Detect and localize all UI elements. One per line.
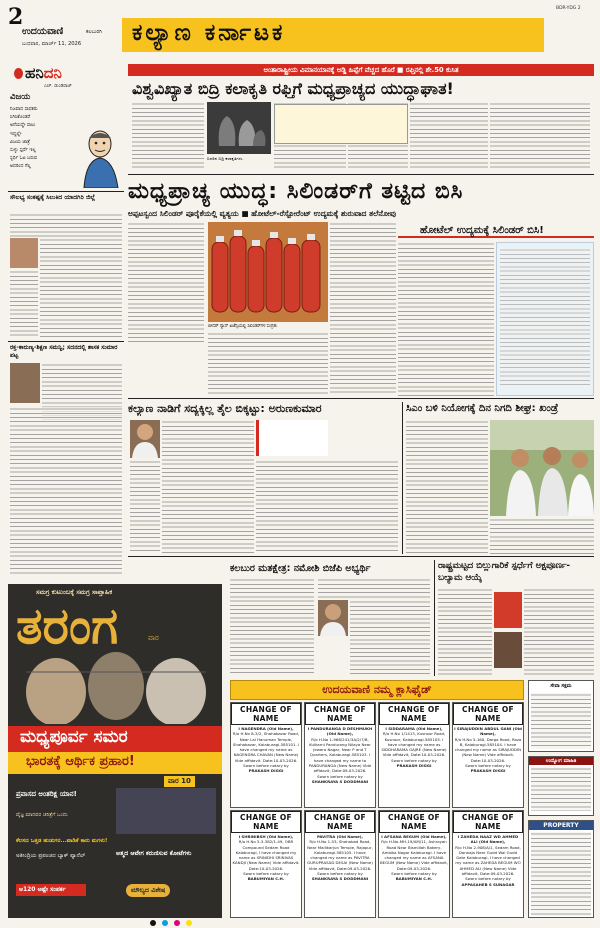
honey-poem — [10, 106, 80, 172]
ad-body: R/o H.No 8-3/2, Shahabazar Road, Near Lal Hanuman Temple, Shahabazar, Kalaburagi-585101. I have changed my name as NAGENDRA CHAVAN (New Name) Vide affidavit. Date:10-03-2026. — [232, 731, 300, 763]
classified-ad — [378, 810, 450, 918]
left-column — [8, 62, 124, 580]
ad-name: PAVITRA (Old Name), — [316, 834, 364, 839]
ad-body: R/o H.No-MH-19/AM/11, Ashrayan Road Near Bismillah Bakery, Ambika Nagar Kalaburagi. I have changed my name as AFSANA BEGUM (New Name) Vide affidavit, Date:09-03-2026. — [380, 839, 448, 871]
classified-ad — [230, 810, 302, 918]
taranga-band-2-text: ಭಾರತಕ್ಕೆ ಆರ್ಥಿಕ ಪ್ರಹಾರ! — [26, 754, 135, 769]
taranga-band-1-text: ಮಧ್ಯಪೂರ್ವ ಸಮರ — [20, 727, 128, 747]
taranga-faces — [16, 652, 216, 724]
ad-notary: SHANKRAYA S DODDMANI — [311, 876, 369, 882]
mla-photo — [10, 363, 40, 403]
ad-body: R/o H.No 1-968/241/3A/2/7/B, Kulkarni Pandurang Nilaya Near Jewera Nagar, Near P and T Quarters, Kalaburagi-585103. I have changed my name to PANDURANGA (New Name) Vide affidavit, Date:09-03-2026. — [308, 736, 372, 774]
reg-mark — [162, 920, 168, 926]
poem-line: ಇದ್ದಲ್ಲೇ — [10, 131, 22, 137]
ad-sworn: Sworn before notary by — [391, 871, 437, 877]
reg-mark — [150, 920, 156, 926]
ad-sworn: Sworn before notary by — [465, 876, 511, 882]
taranga-logo: ತರಂಗ — [16, 596, 119, 655]
classified-ad — [230, 702, 302, 808]
ad-name: I AFSANA BEGUM (Old Name), — [381, 834, 447, 839]
headline-oil: ಕಲ್ಯಾಣ ನಾಡಿಗೆ ಸದ್ಯಕ್ಕಿಲ್ಲ ತೈಲ ಬಿಕ್ಕಟ್ಟು: ಅರುಣಕುಮಾರ — [128, 402, 322, 415]
ad-notary: PRAKASH DIGGI — [470, 768, 506, 774]
taranga-teaser-2: ಆತ್ಮದ ಆವೇಗ ಕರುಣಿಸುವ ಕೋಟೆಗಳು — [116, 850, 192, 857]
reg-mark — [186, 920, 192, 926]
bidri-quote-box — [274, 104, 408, 144]
taranga-teaser-3: ಕೆಲಸದ ಒತ್ತಡ ಹುಡುಗರ...ವಾಡಿಕೆ ಕಾರು ಮಗಳು! — [16, 838, 108, 844]
top-banner-text: ಅಂತಾರಾಷ್ಟ್ರೀಯ ವಿಮಾನಯಾನಕ್ಕೆ ಅಡ್ಡಿ ಹಿಪ್ಪೆಗೆ ವೆಚ್ಚದ ಹೊರೆ ■ ರಫ್ತಿನಲ್ಲಿ ಶೇ.50 ಕುಸಿತ — [263, 66, 459, 74]
classified-banner-text: ಉದಯವಾಣಿ ನಮ್ಮ ಕ್ಲಾಸಿಫೈಡ್ — [322, 683, 432, 696]
classified-ad-heading: CHANGE OF NAME — [453, 703, 523, 725]
section-title: ಕಲ್ಯಾಣ ಕರ್ನಾಟಕ — [132, 20, 286, 46]
oil-quote — [256, 420, 328, 456]
right-ad-3 — [528, 820, 594, 918]
cylinder-photo — [208, 222, 328, 322]
ad-notary: APPASAHEB S SUNAGAR — [461, 881, 515, 887]
athlete-photo-2 — [494, 632, 522, 668]
classified-ad-heading: CHANGE OF NAME — [231, 703, 301, 725]
right-ad-2 — [528, 756, 594, 816]
bjp-candidate-photo — [318, 600, 348, 636]
taranga-kicker: ಸಮಗ್ರ ಕುಟುಂಬಕ್ಕೆ ಸಮಗ್ರ ಸಾಪ್ತಾಹಿಕ — [36, 588, 113, 596]
reporter-photo — [10, 238, 38, 268]
honey-brand-a: ಹನಿ — [25, 64, 44, 82]
ad-name: I NAGENDRA (Old Name), — [238, 726, 294, 731]
ad-body: R/o H.No 2-908/A/1, Sedam Road, Darwaja Near Gudd Wal Gudd Gate Kalaburagi, I have changed my name as ZAHEDA BEGUM WO AHMED ALI (New Name) Vide affidavit, Date:09-03-2026. — [455, 844, 521, 877]
ad-notary: SHANKRAYA S DODDMANI — [311, 778, 369, 784]
date-line: ಬುಧವಾರ, ಮಾರ್ಚ್ 11, 2026 — [22, 41, 82, 47]
edition: ಕಲಬುರಗಿ — [86, 29, 102, 35]
ad-name: I SIRAJUDDIN ABDUL GANI (Old Name), — [454, 726, 522, 737]
registration-marks — [150, 920, 450, 926]
classified-ad-heading: CHANGE OF NAME — [305, 703, 375, 725]
ad-sworn: Sworn before notary by — [317, 871, 363, 877]
ad-sworn: Sworn before notary by — [317, 773, 363, 779]
classified-ad-heading: CHANGE OF NAME — [453, 811, 523, 833]
edition-code: BDR-YDG 2 — [556, 6, 581, 11]
ad-sworn: Sworn before notary by — [243, 763, 289, 769]
cm-photo — [490, 420, 594, 516]
headline-sports: ರಾಷ್ಟ್ರಮಟ್ಟದ ಬಿಲ್ಲುಗಾರಿಕೆ ಸ್ಪರ್ಧೆಗೆ ಅಕ್ಷಪೂರ್ಣ-ಬಲ್ಯಾಮ ಆಯ್ಕೆ — [438, 561, 571, 583]
right-ad-1-title: ಸೇವಾ ಸಕ್ಷಮ — [550, 683, 572, 689]
page-number: 2 — [8, 4, 24, 30]
honey-brand — [14, 64, 62, 82]
subhead-main: ಅಪ್ಪಟಸ್ವಂದ ಸಿಲಿಂಡರ್ ಪೂರೈಕೆಯಲ್ಲಿ ವ್ಯತ್ಯಯ ■ ಹೋಟೆಲ್-ರೆಸ್ಟೋರೆಂಟ್ ಉದ್ಯಮಕ್ಕೆ ಶುರುವಾದ ತಲೆನೋವು — [128, 209, 397, 218]
classified-banner — [230, 680, 524, 700]
taranga-pill: ಮೌಲ್ಯದ ವಿಶೇಷ — [126, 884, 170, 897]
right-ad-2-title: ಉದ್ಯೋಗ ಮಾಹಿತಿ — [529, 757, 593, 765]
masthead — [8, 4, 593, 60]
ad-name: I SIDDARAMA (Old Name), — [385, 726, 443, 731]
honey-brand-b: ದನಿ — [43, 64, 62, 82]
left-headline-2: ರಕ್ತ-ಕಾರುಣ್ಯ-ಶಿಕ್ಷಣ ಸಮನ್ವಿ; ಸದನದಲ್ಲಿ ಶಾಸಕ ಸುಮಾರ ಪಟ್ಟ — [10, 344, 118, 359]
honey-author: ಎಚ್. ಡುಂಡಿರಾಜ್ — [44, 84, 72, 89]
honey-icon — [14, 68, 23, 79]
ad-sworn: Sworn before notary by — [243, 871, 289, 877]
classified-ad-heading: CHANGE OF NAME — [379, 811, 449, 833]
classified-ad-heading: CHANGE OF NAME — [231, 811, 301, 833]
poem-line: ಸುಳ್ಳು ಸ್ಪರ್ಧೆ ಇಲ್ಲ — [10, 148, 36, 154]
ad-sworn: Sworn before notary by — [465, 763, 511, 769]
right-ad-1 — [528, 680, 594, 752]
oil-minister-photo — [130, 420, 160, 458]
classified-ad-heading: CHANGE OF NAME — [305, 811, 375, 833]
taranga-sub: ವಾರ — [148, 634, 159, 642]
ad-name: I ZAHEDA NAAZ WD AHMED ALI (Old Name), — [457, 834, 519, 845]
ad-name: I PANDURANGA D DESHMUKH (Old Name), — [307, 726, 373, 737]
taranga-teaser-1: ಪ್ರವಾಸದ ಅಂತರಿಕ್ಷ ಯಾನ! — [16, 790, 77, 798]
ad-body: R/o H.No 1/1413, Kusnoor Road, Kusnoor, Kalaburagi-585103. I have changed my name as SIDDHARAMA GAJRE (New Name) Vide affidavit, Date:10-03-2026. — [381, 731, 447, 758]
left-headline-1: ಸೌಲಭ್ಯ ಸಂಕಷ್ಟಕ್ಕೆ ಸಿಲುಕಿದ ಯಾದಗಿರಿ ಜಿಲ್ಲೆ — [10, 194, 96, 201]
taranga-teaser-1b: ವೈಜ್ಞ ಮಾನವರ ಚರಿತ್ರೆಗೆ ಒಂದು — [16, 812, 68, 818]
taranga-issue: ವಾರ 10 — [164, 776, 195, 787]
headline-main: ಮಧ್ಯಪ್ರಾಚ್ಯ ಯುದ್ಧ: ಸಿಲಿಂಡರ್‌ಗೆ ತಟ್ಟಿದ ಬಿಸಿ — [128, 179, 464, 204]
classified-ad-heading: CHANGE OF NAME — [379, 703, 449, 725]
ad-notary: BABUMIYAN C.H. — [247, 876, 285, 882]
hotel-headline: ಹೋಟೆಲ್ ಉದ್ಯಮಕ್ಕೆ ಸಿಲಿಂಡರ್ ಬಿಸಿ! — [420, 225, 544, 236]
classified-grid — [230, 702, 524, 918]
ad-notary: PRAKASH DIGGI — [396, 763, 432, 769]
classified-ad — [304, 810, 376, 918]
poem-line: ನಿಜವಾದ ಸಾಧಕರು — [10, 107, 38, 112]
ad-notary: PRAKASH DIGGI — [248, 768, 284, 774]
cartoon-portrait — [80, 128, 122, 188]
taranga-astronaut — [116, 788, 216, 834]
ad-name: I SHRINIBSH (Old Name), — [238, 834, 294, 839]
top-banner — [128, 64, 594, 76]
ad-body: R/o H.No 5-3-382/1-49, OBR Compound Sedam Road Kalaburagi, I have changed my name as SRINIDHI SRINIVAS KANDJI (New Name) Vide affidavit. Date:10-03-2026. — [232, 839, 300, 871]
reg-mark — [174, 920, 180, 926]
poem-line: ಅದರಿಂದ ಗೆಲ್ಲ — [10, 164, 31, 170]
poem-line: ಅನೆಯದ್ದೇ ಸಾಲು — [10, 123, 36, 129]
bidri-photo — [207, 102, 271, 154]
poem-line: ಸ್ಟರ್ಧಿ ಓಟ ಬರುವ — [10, 156, 38, 162]
classified-ad — [452, 810, 524, 918]
athlete-photo-1 — [494, 592, 522, 628]
headline-bidri: ವಿಶ್ವವಿಖ್ಯಾತ ಬಿದ್ರಿ ಕಲಾಕೃತಿ ರಫ್ತಿಗೆ ಮಧ್ಯಪ್ರಾಚ್ಯದ ಯುದ್ಧಾಘಾತ! — [132, 79, 454, 98]
ad-body: R/o H.No 1-53, Shahabad Road, Near Mallikarjun Temple, Rajapur, Kalaburagi-585105. I have changed my name as PAVITRA GURUPRASAD DESAI (New Name) Vide affidavit, Date:09-03-2026. — [307, 839, 373, 871]
bidri-caption: ಬಿದರಿನ ಬಿದ್ರಿ ಕಲಾಕೃತಿಗಳು. — [207, 156, 244, 161]
right-ad-3-title: PROPERTY — [529, 821, 593, 830]
honey-title: ವಿಜಯ — [10, 92, 31, 102]
ad-sworn: Sworn before notary by — [391, 757, 437, 763]
headline-cm: ಸಿಎಂ ಬಳಿ ನಿಯೋಗಕ್ಕೆ ದಿನ ನಿಗದಿ ಶೀಘ್ರ: ಖಂಡ್ರೆ — [406, 403, 559, 414]
classified-ad — [304, 702, 376, 808]
poem-line: ಸಿಗಿಸಿಕೊಂಡರೆ — [10, 115, 31, 121]
classified-ad — [452, 702, 524, 808]
headline-bjp: ಕಲಬುರ ಮತಕ್ಷೇತ್ರ: ನಮೋಶಿ ಬಿಜೆಪಿ ಅಭ್ಯರ್ಥಿ — [230, 563, 371, 574]
taranga-ad — [8, 584, 222, 918]
ad-body: R/o H.No 5-160, Darga Road, Roza B, Kalaburagi-585104. I have changed my name as SIRAJUDDIN (New Name) Vide affidavit. Date:10-03-2026. — [454, 736, 522, 763]
taranga-teaser-4: ಅತೀಂದ್ರಿಯ ಪ್ರಪಂಚದ ಬ್ಯಾಕ್ ಪ್ಯಾನೆಲ್ — [16, 853, 86, 859]
cylinder-caption: ಬೀದರ್ ನ್ಯಾಸ್ ಏಜೆನ್ಸಿಯಲ್ಲಿ ಸಿಲಿಂಡರ್‌ಗಳ ಸಂಗ್ರಹ. — [208, 324, 278, 329]
classified-ad — [378, 702, 450, 808]
taranga-price: ಆ120 ಅಷ್ಟೇ ಸಂಪರ್ಕ — [16, 884, 86, 896]
paper-name: ಉದಯವಾಣಿ — [22, 26, 64, 37]
poem-line: ವಿಜಯ ಜಾತ್ರೆ — [10, 139, 30, 145]
ad-notary: BABUMIYAN C.H. — [395, 876, 433, 882]
